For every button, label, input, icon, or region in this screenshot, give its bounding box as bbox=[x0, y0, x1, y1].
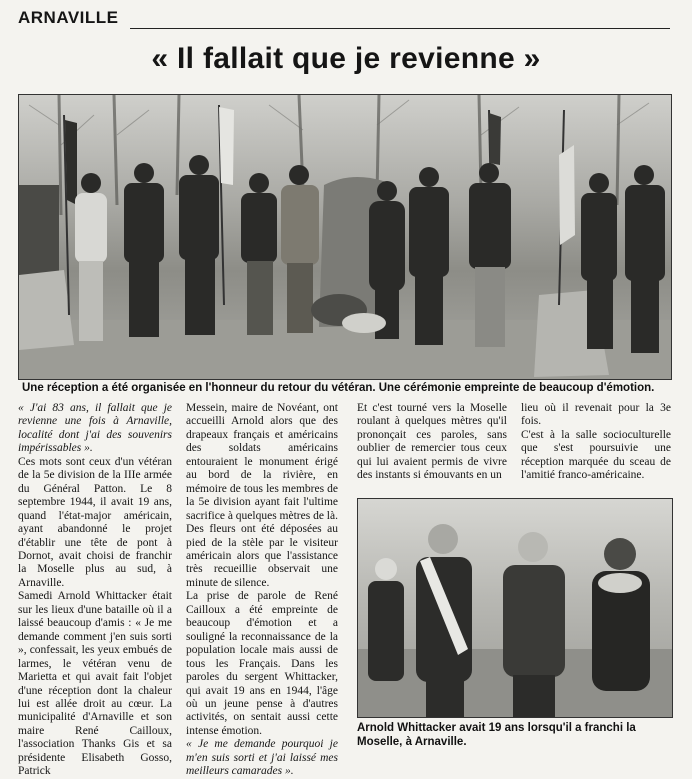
article-paragraph: Samedi Arnold Whittacker était sur les lieux d'une bataille où il a laissé beaucoup d'amis : « Je me demande comment j'en suis sorti », confessait, les yeux embués de larmes, le vétéran venu de Marietta et qui avait fait l'objet d'une réception dont la chaleur lui est allée droit au cœur. La municipalité d'Arnaville et son maire René Cailloux, l'association Thanks Gis et sa présidente Elisabeth Gosso, Patrick bbox=[18, 590, 172, 778]
article-column-1 bbox=[18, 402, 172, 779]
article-paragraph: Des fleurs ont été déposées au pied de la stèle par le visiteur américain alors que l'assistance très recueillie observait une minute de silence. bbox=[186, 523, 338, 589]
article-closing-quote: « Je me demande pourquoi je m'en suis sorti et j'ai laissé mes meilleurs camarades ». bbox=[186, 738, 338, 778]
ceremony-photo bbox=[18, 94, 672, 380]
ceremony-photo-illustration bbox=[19, 95, 671, 379]
article-column-4 bbox=[521, 402, 671, 483]
veteran-photo-caption: Arnold Whittacker avait 19 ans lorsqu'il a franchi la Moselle, à Arnaville. bbox=[357, 722, 636, 748]
section-divider bbox=[130, 28, 670, 29]
veteran-photo bbox=[357, 498, 673, 718]
article-paragraph: lieu où il revenait pour la 3e fois. bbox=[521, 402, 671, 428]
article-paragraph: La prise de parole de René Cailloux a été empreinte de beaucoup d'émotion et a souligné la reconnaissance de la population locale mais aussi de tous les Français. Dans les paroles du sergent Whittacker, qui avait 19 ans en 1944, l'âge où un jeune pense à d'autres activités, on sentait aussi cette intense émotion. bbox=[186, 590, 338, 737]
article-paragraph: Et c'est tourné vers la Moselle roulant à quelques mètres qu'il prononçait ces paroles, sans oublier de remercier tous ceux qui lui avaient permis de vivre des instants si émouvants en un bbox=[357, 402, 507, 482]
main-photo-caption: Une réception a été organisée en l'honneur du retour du vétéran. Une cérémonie empreinte de beaucoup d'émotion. bbox=[22, 382, 655, 394]
article-paragraph: Messein, maire de Novéant, ont accueilli Arnold alors que des drapeaux français et américains des soldats américains entouraient le monument érigé au bord de la rivière, en mémoire de tous les membres de la 5e division ayant fait l'ultime sacrifice à quelques mètres de là. bbox=[186, 402, 338, 522]
veteran-photo-illustration bbox=[358, 499, 672, 717]
article-headline: « Il fallait que je revienne » bbox=[151, 42, 541, 75]
article-paragraph: Ces mots sont ceux d'un vétéran de la 5e division de la IIIe armée du Général Patton. Le 8 septembre 1944, il avait 19 ans, quand l'état-major américain, ayant abandonné le projet d'établir une tête de pont à Dornot, avait choisi de franchir la Moselle plus au sud, à Arnaville. bbox=[18, 455, 172, 589]
article-intro-quote: « J'ai 83 ans, il fallait que je revienne une fois à Arnaville, localité dont j'ai des souvenirs impérissables ». bbox=[18, 402, 172, 455]
article-column-2 bbox=[186, 402, 338, 779]
section-label: ARNAVILLE bbox=[18, 8, 119, 27]
article-column-3 bbox=[357, 402, 507, 483]
article-paragraph: C'est à la salle socioculturelle que s'est poursuivie une réception marquée du sceau de l'amitié franco-américaine. bbox=[521, 428, 671, 482]
